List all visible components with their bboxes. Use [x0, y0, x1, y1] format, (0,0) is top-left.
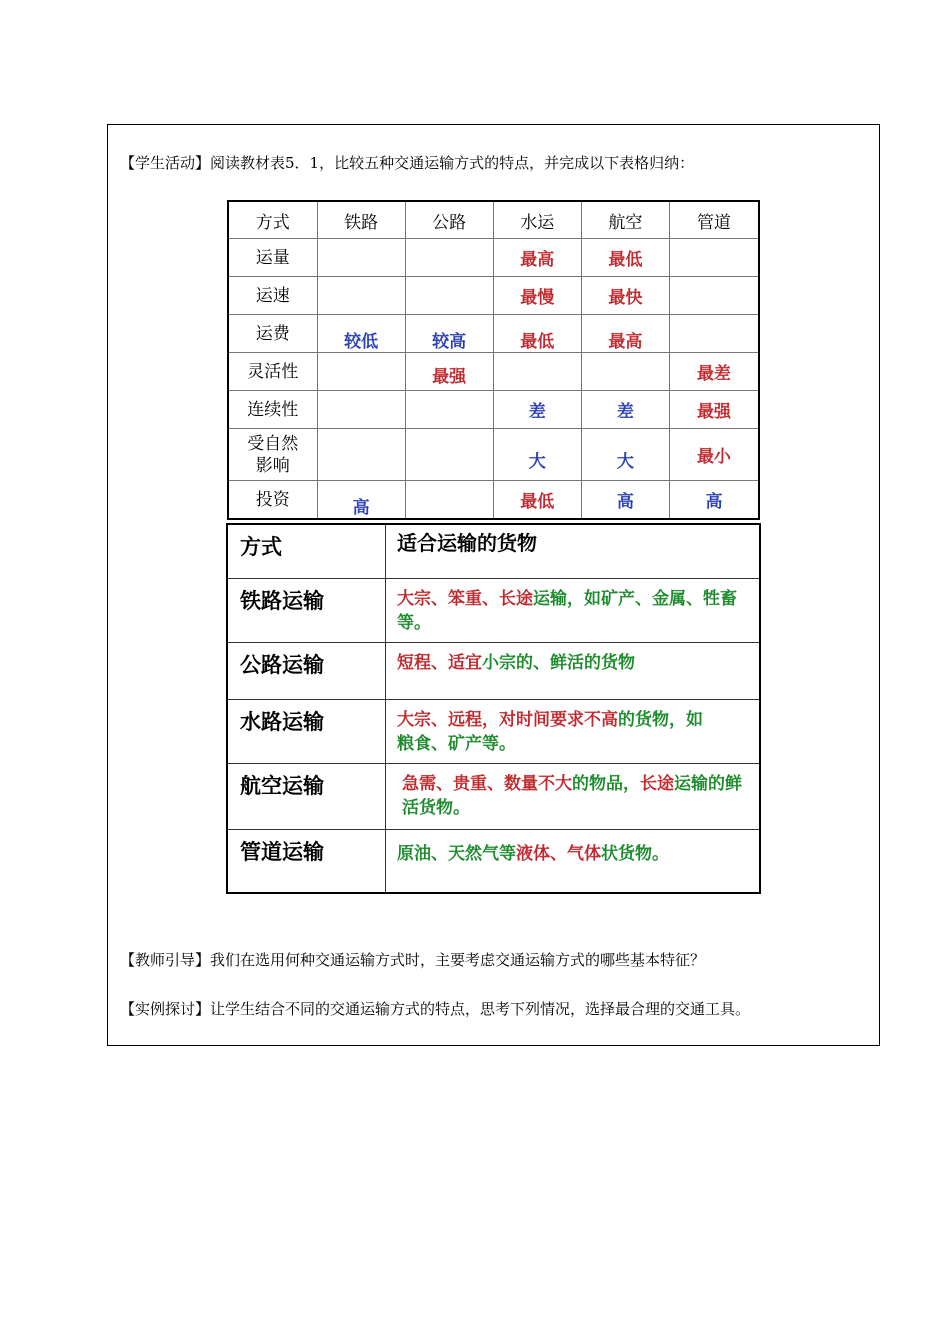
- table-cell: 差: [493, 391, 581, 429]
- row-label: 受自然影响: [228, 429, 317, 481]
- table-cell: 最强: [405, 353, 493, 391]
- header-cell: 方式: [228, 201, 317, 239]
- cargo-mode-name: 公路运输: [227, 642, 386, 699]
- table-row: [228, 391, 759, 429]
- comparison-header-row: [228, 201, 759, 239]
- table-cell: [317, 277, 405, 315]
- table-row: [228, 429, 759, 481]
- table-cell: [669, 277, 759, 315]
- row-label: 投资: [228, 481, 317, 520]
- header-cell: 公路: [405, 201, 493, 239]
- table-cell: 最低: [493, 481, 581, 520]
- table-cell: [317, 429, 405, 481]
- table-cell: 高: [669, 481, 759, 520]
- table-row: [227, 578, 760, 642]
- table-cell: 差: [581, 391, 669, 429]
- table-cell: [405, 239, 493, 277]
- table-cell: 最高: [581, 315, 669, 353]
- table-cell: 最低: [493, 315, 581, 353]
- table-cell: 最慢: [493, 277, 581, 315]
- cargo-mode-name: 管道运输: [227, 829, 386, 893]
- cargo-goods-text: 大宗、远程，对时间要求不高的货物，如粮食、矿产等。: [386, 699, 761, 763]
- cargo-header-row: [227, 524, 760, 578]
- table-row: [228, 481, 759, 520]
- cargo-mode-name: 铁路运输: [227, 578, 386, 642]
- table-cell: 最高: [493, 239, 581, 277]
- teacher-guide-paragraph: [120, 950, 705, 970]
- table-cell: [669, 315, 759, 353]
- header-cell: 铁路: [317, 201, 405, 239]
- teacher-guide-text: 我们在选用何种交通运输方式时，主要考虑交通运输方式的哪些基本特征？: [210, 951, 706, 969]
- row-label: 运速: [228, 277, 317, 315]
- cargo-header-mode: 方式: [227, 524, 386, 578]
- table-row: [228, 239, 759, 277]
- table-cell: 大: [581, 429, 669, 481]
- row-label: 灵活性: [228, 353, 317, 391]
- table-cell: [317, 391, 405, 429]
- table-cell: 高: [317, 481, 405, 520]
- cargo-mode-name: 航空运输: [227, 763, 386, 829]
- comparison-table: [227, 200, 760, 520]
- row-label: 运费: [228, 315, 317, 353]
- table-cell: [405, 429, 493, 481]
- cargo-goods-text: 大宗、笨重、长途运输，如矿产、金属、牲畜等。: [386, 578, 761, 642]
- table-cell: [405, 277, 493, 315]
- header-cell: 管道: [669, 201, 759, 239]
- example-paragraph: [120, 999, 750, 1019]
- cargo-mode-name: 水路运输: [227, 699, 386, 763]
- table-cell: 最低: [581, 239, 669, 277]
- table-cell: [493, 353, 581, 391]
- student-activity-tag: 【学生活动】: [120, 154, 211, 172]
- table-cell: 较高: [405, 315, 493, 353]
- cargo-header-goods: 适合运输的货物: [386, 524, 761, 578]
- table-cell: 较低: [317, 315, 405, 353]
- table-row: [228, 315, 759, 353]
- header-cell: 水运: [493, 201, 581, 239]
- cargo-goods-text: 原油、天然气等液体、气体状货物。: [386, 829, 761, 893]
- example-tag: 【实例探讨】: [120, 1000, 211, 1018]
- row-label: 运量: [228, 239, 317, 277]
- table-row: [228, 277, 759, 315]
- header-cell: 航空: [581, 201, 669, 239]
- teacher-guide-tag: 【教师引导】: [120, 951, 211, 969]
- table-cell: 最快: [581, 277, 669, 315]
- student-activity-paragraph: [120, 153, 694, 173]
- table-cell: 最小: [669, 429, 759, 481]
- student-activity-text: 阅读教材表5．1，比较五种交通运输方式的特点，并完成以下表格归纳：: [210, 154, 695, 172]
- table-cell: [317, 239, 405, 277]
- table-cell: [405, 391, 493, 429]
- table-row: [228, 353, 759, 391]
- table-cell: 最强: [669, 391, 759, 429]
- table-cell: [669, 239, 759, 277]
- table-cell: 最差: [669, 353, 759, 391]
- row-label: 连续性: [228, 391, 317, 429]
- cargo-goods-text: 急需、贵重、数量不大的物品，长途运输的鲜活货物。: [386, 763, 761, 829]
- table-row: [227, 829, 760, 893]
- cargo-table: [226, 523, 761, 894]
- table-row: [227, 699, 760, 763]
- example-text: 让学生结合不同的交通运输方式的特点，思考下列情况，选择最合理的交通工具。: [210, 1000, 751, 1018]
- table-cell: [317, 353, 405, 391]
- table-cell: 高: [581, 481, 669, 520]
- cargo-goods-text: 短程、适宜小宗的、鲜活的货物: [386, 642, 761, 699]
- table-row: [227, 642, 760, 699]
- table-cell: [581, 353, 669, 391]
- table-cell: 大: [493, 429, 581, 481]
- table-row: [227, 763, 760, 829]
- table-cell: [405, 481, 493, 520]
